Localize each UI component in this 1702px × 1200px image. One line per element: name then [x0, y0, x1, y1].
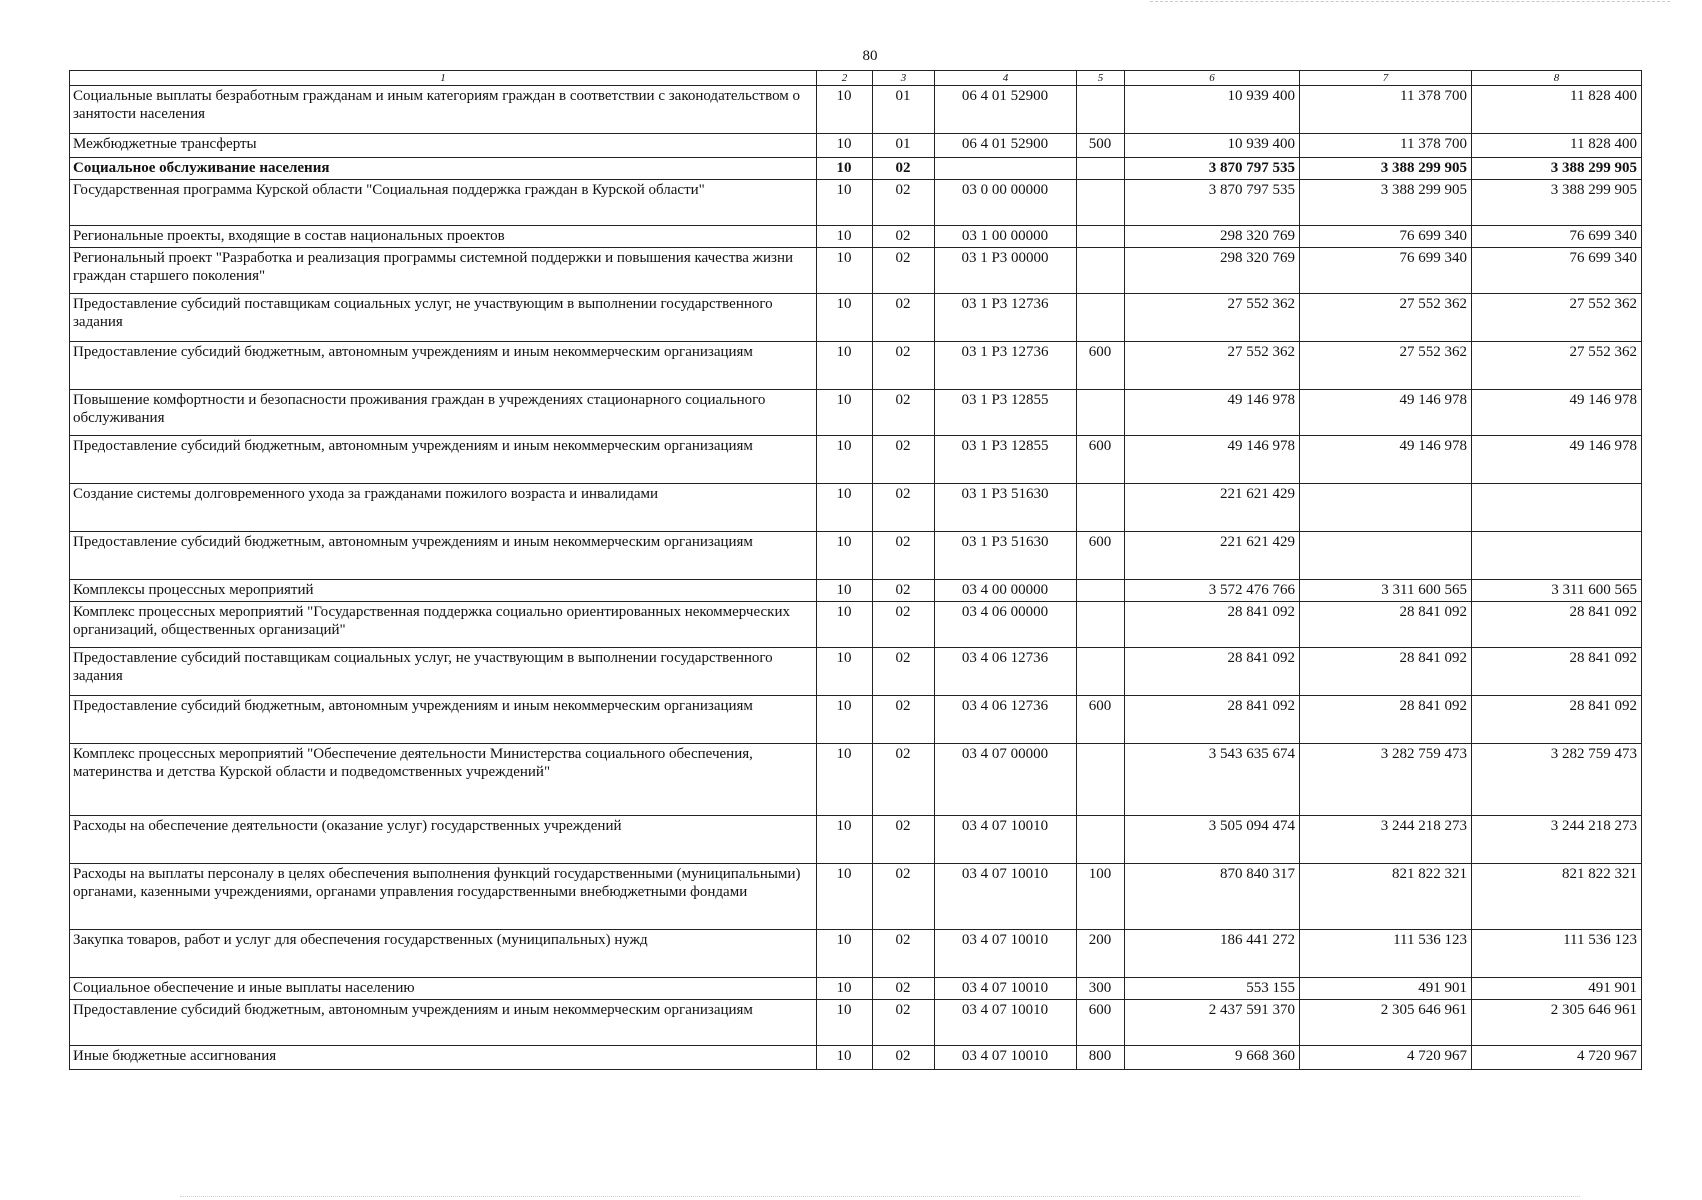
amount-col6: 3 870 797 535: [1125, 158, 1300, 180]
amount-col8: 28 841 092: [1472, 648, 1642, 696]
amount-col6: 221 621 429: [1125, 484, 1300, 532]
amount-col7: 111 536 123: [1300, 930, 1472, 978]
column-header: 7: [1300, 71, 1472, 86]
section-code: 10: [817, 744, 873, 816]
subsection-code: 02: [873, 1000, 935, 1046]
table-row: [70, 180, 1642, 226]
amount-col6: 27 552 362: [1125, 342, 1300, 390]
target-article-code: 03 4 07 10010: [935, 1046, 1077, 1070]
amount-col7: 28 841 092: [1300, 696, 1472, 744]
row-name: Социальное обслуживание населения: [70, 158, 817, 180]
table-row: [70, 294, 1642, 342]
table-row: [70, 648, 1642, 696]
section-code: 10: [817, 180, 873, 226]
row-name: Предоставление субсидий бюджетным, автономным учреждениям и иным некоммерческим организациям: [70, 696, 817, 744]
section-code: 10: [817, 484, 873, 532]
section-code: 10: [817, 978, 873, 1000]
amount-col7: 3 311 600 565: [1300, 580, 1472, 602]
table-row: [70, 86, 1642, 134]
amount-col7: 821 822 321: [1300, 864, 1472, 930]
amount-col6: 9 668 360: [1125, 1046, 1300, 1070]
row-name: Региональный проект "Разработка и реализация программы системной поддержки и повышения качества жизни граждан старшего поколения": [70, 248, 817, 294]
amount-col8: 4 720 967: [1472, 1046, 1642, 1070]
amount-col7: 27 552 362: [1300, 294, 1472, 342]
row-name: Комплексы процессных мероприятий: [70, 580, 817, 602]
section-code: 10: [817, 648, 873, 696]
row-name: Расходы на обеспечение деятельности (оказание услуг) государственных учреждений: [70, 816, 817, 864]
section-code: 10: [817, 532, 873, 580]
column-header: 4: [935, 71, 1077, 86]
target-article-code: 03 4 07 10010: [935, 930, 1077, 978]
amount-col8: 28 841 092: [1472, 696, 1642, 744]
row-name: Иные бюджетные ассигнования: [70, 1046, 817, 1070]
target-article-code: 03 4 06 12736: [935, 648, 1077, 696]
amount-col8: 27 552 362: [1472, 342, 1642, 390]
amount-col8: 3 388 299 905: [1472, 180, 1642, 226]
table-row: [70, 484, 1642, 532]
section-code: 10: [817, 158, 873, 180]
amount-col8: [1472, 532, 1642, 580]
expense-type-code: [1077, 744, 1125, 816]
amount-col6: 298 320 769: [1125, 248, 1300, 294]
expense-type-code: 500: [1077, 134, 1125, 158]
target-article-code: 03 1 P3 51630: [935, 532, 1077, 580]
target-article-code: [935, 158, 1077, 180]
section-code: 10: [817, 696, 873, 744]
subsection-code: 02: [873, 342, 935, 390]
expense-type-code: [1077, 248, 1125, 294]
table-row: [70, 226, 1642, 248]
row-name: Предоставление субсидий бюджетным, автономным учреждениям и иным некоммерческим организациям: [70, 532, 817, 580]
section-code: 10: [817, 864, 873, 930]
expense-type-code: [1077, 484, 1125, 532]
amount-col7: 2 305 646 961: [1300, 1000, 1472, 1046]
amount-col6: 49 146 978: [1125, 390, 1300, 436]
scan-edge-line-top: [1150, 1, 1670, 2]
target-article-code: 03 4 06 12736: [935, 696, 1077, 744]
amount-col6: 298 320 769: [1125, 226, 1300, 248]
amount-col8: 27 552 362: [1472, 294, 1642, 342]
amount-col7: 11 378 700: [1300, 134, 1472, 158]
amount-col7: 28 841 092: [1300, 602, 1472, 648]
section-code: 10: [817, 930, 873, 978]
row-name: Предоставление субсидий бюджетным, автономным учреждениям и иным некоммерческим организациям: [70, 436, 817, 484]
table-row: [70, 696, 1642, 744]
column-header-row: [70, 71, 1642, 86]
table-row: [70, 390, 1642, 436]
expense-type-code: [1077, 180, 1125, 226]
column-header: 3: [873, 71, 935, 86]
subsection-code: 02: [873, 484, 935, 532]
subsection-code: 02: [873, 864, 935, 930]
section-code: 10: [817, 134, 873, 158]
amount-col7: 49 146 978: [1300, 390, 1472, 436]
target-article-code: 03 1 P3 51630: [935, 484, 1077, 532]
amount-col6: 3 572 476 766: [1125, 580, 1300, 602]
column-header: 2: [817, 71, 873, 86]
table-row: [70, 248, 1642, 294]
amount-col7: [1300, 484, 1472, 532]
amount-col6: 28 841 092: [1125, 696, 1300, 744]
subsection-code: 02: [873, 602, 935, 648]
subsection-code: 01: [873, 86, 935, 134]
amount-col6: 3 870 797 535: [1125, 180, 1300, 226]
subsection-code: 02: [873, 294, 935, 342]
subsection-code: 02: [873, 648, 935, 696]
table-row: [70, 978, 1642, 1000]
amount-col8: 11 828 400: [1472, 134, 1642, 158]
table-row: [70, 1046, 1642, 1070]
target-article-code: 03 1 P3 00000: [935, 248, 1077, 294]
table-row: [70, 1000, 1642, 1046]
amount-col6: 3 543 635 674: [1125, 744, 1300, 816]
row-name: Комплекс процессных мероприятий "Обеспечение деятельности Министерства социального обеспечения, материнства и детства Курской области и подведомственных учреждений": [70, 744, 817, 816]
amount-col8: 11 828 400: [1472, 86, 1642, 134]
amount-col7: 11 378 700: [1300, 86, 1472, 134]
row-name: Социальное обеспечение и иные выплаты населению: [70, 978, 817, 1000]
expense-type-code: [1077, 294, 1125, 342]
amount-col8: 49 146 978: [1472, 390, 1642, 436]
target-article-code: 03 4 06 00000: [935, 602, 1077, 648]
expense-type-code: [1077, 158, 1125, 180]
table-body: [70, 86, 1642, 1070]
amount-col8: 821 822 321: [1472, 864, 1642, 930]
subsection-code: 01: [873, 134, 935, 158]
amount-col8: 3 311 600 565: [1472, 580, 1642, 602]
amount-col7: 3 282 759 473: [1300, 744, 1472, 816]
table-row: [70, 134, 1642, 158]
amount-col6: 221 621 429: [1125, 532, 1300, 580]
target-article-code: 03 1 P3 12736: [935, 294, 1077, 342]
expense-type-code: [1077, 816, 1125, 864]
table-row: [70, 436, 1642, 484]
target-article-code: 03 4 00 00000: [935, 580, 1077, 602]
section-code: 10: [817, 1000, 873, 1046]
amount-col7: 3 244 218 273: [1300, 816, 1472, 864]
amount-col7: 491 901: [1300, 978, 1472, 1000]
section-code: 10: [817, 390, 873, 436]
amount-col7: 3 388 299 905: [1300, 158, 1472, 180]
table-row: [70, 602, 1642, 648]
row-name: Расходы на выплаты персоналу в целях обеспечения выполнения функций государственными (муниципальными) органами, казенными учреждениями, органами управления государственными внебюджетными фондами: [70, 864, 817, 930]
table-row: [70, 816, 1642, 864]
amount-col8: 491 901: [1472, 978, 1642, 1000]
amount-col7: 3 388 299 905: [1300, 180, 1472, 226]
amount-col8: 3 244 218 273: [1472, 816, 1642, 864]
target-article-code: 03 1 00 00000: [935, 226, 1077, 248]
amount-col6: 49 146 978: [1125, 436, 1300, 484]
subsection-code: 02: [873, 930, 935, 978]
amount-col6: 10 939 400: [1125, 86, 1300, 134]
expense-type-code: 600: [1077, 532, 1125, 580]
amount-col6: 28 841 092: [1125, 602, 1300, 648]
amount-col8: 49 146 978: [1472, 436, 1642, 484]
column-header: 8: [1472, 71, 1642, 86]
table-row: [70, 864, 1642, 930]
subsection-code: 02: [873, 696, 935, 744]
amount-col8: 3 388 299 905: [1472, 158, 1642, 180]
amount-col6: 553 155: [1125, 978, 1300, 1000]
table-row: [70, 930, 1642, 978]
section-code: 10: [817, 602, 873, 648]
row-name: Повышение комфортности и безопасности проживания граждан в учреждениях стационарного социального обслуживания: [70, 390, 817, 436]
target-article-code: 06 4 01 52900: [935, 86, 1077, 134]
amount-col7: [1300, 532, 1472, 580]
amount-col6: 27 552 362: [1125, 294, 1300, 342]
amount-col6: 2 437 591 370: [1125, 1000, 1300, 1046]
column-header: 6: [1125, 71, 1300, 86]
amount-col7: 27 552 362: [1300, 342, 1472, 390]
expense-type-code: [1077, 602, 1125, 648]
subsection-code: 02: [873, 580, 935, 602]
amount-col6: 28 841 092: [1125, 648, 1300, 696]
row-name: Государственная программа Курской области "Социальная поддержка граждан в Курской области": [70, 180, 817, 226]
amount-col6: 186 441 272: [1125, 930, 1300, 978]
expense-type-code: 300: [1077, 978, 1125, 1000]
section-code: 10: [817, 1046, 873, 1070]
section-code: 10: [817, 816, 873, 864]
amount-col6: 870 840 317: [1125, 864, 1300, 930]
expense-type-code: [1077, 390, 1125, 436]
column-header: 1: [70, 71, 817, 86]
table-row: [70, 532, 1642, 580]
scan-edge-line-bottom: [180, 1196, 1580, 1197]
expense-type-code: 600: [1077, 696, 1125, 744]
amount-col8: [1472, 484, 1642, 532]
column-header: 5: [1077, 71, 1125, 86]
amount-col6: 10 939 400: [1125, 134, 1300, 158]
amount-col7: 76 699 340: [1300, 226, 1472, 248]
row-name: Закупка товаров, работ и услуг для обеспечения государственных (муниципальных) нужд: [70, 930, 817, 978]
row-name: Предоставление субсидий поставщикам социальных услуг, не участвующим в выполнении государственного задания: [70, 294, 817, 342]
row-name: Предоставление субсидий бюджетным, автономным учреждениям и иным некоммерческим организациям: [70, 1000, 817, 1046]
target-article-code: 03 1 P3 12855: [935, 390, 1077, 436]
row-name: Предоставление субсидий бюджетным, автономным учреждениям и иным некоммерческим организациям: [70, 342, 817, 390]
expense-type-code: 100: [1077, 864, 1125, 930]
expense-type-code: 600: [1077, 342, 1125, 390]
page-number: 80: [862, 48, 878, 64]
row-name: Социальные выплаты безработным гражданам и иным категориям граждан в соответствии с законодательством о занятости населения: [70, 86, 817, 134]
target-article-code: 03 4 07 10010: [935, 978, 1077, 1000]
table-row: [70, 158, 1642, 180]
subsection-code: 02: [873, 436, 935, 484]
expense-type-code: 600: [1077, 1000, 1125, 1046]
amount-col8: 76 699 340: [1472, 226, 1642, 248]
amount-col8: 2 305 646 961: [1472, 1000, 1642, 1046]
row-name: Создание системы долговременного ухода за гражданами пожилого возраста и инвалидами: [70, 484, 817, 532]
target-article-code: 06 4 01 52900: [935, 134, 1077, 158]
subsection-code: 02: [873, 532, 935, 580]
table-row: [70, 342, 1642, 390]
subsection-code: 02: [873, 390, 935, 436]
section-code: 10: [817, 436, 873, 484]
expense-type-code: 600: [1077, 436, 1125, 484]
amount-col8: 3 282 759 473: [1472, 744, 1642, 816]
amount-col8: 76 699 340: [1472, 248, 1642, 294]
subsection-code: 02: [873, 248, 935, 294]
budget-table: [69, 70, 1642, 1070]
amount-col8: 111 536 123: [1472, 930, 1642, 978]
expense-type-code: 800: [1077, 1046, 1125, 1070]
section-code: 10: [817, 248, 873, 294]
row-name: Региональные проекты, входящие в состав национальных проектов: [70, 226, 817, 248]
subsection-code: 02: [873, 1046, 935, 1070]
row-name: Межбюджетные трансферты: [70, 134, 817, 158]
section-code: 10: [817, 342, 873, 390]
amount-col7: 49 146 978: [1300, 436, 1472, 484]
target-article-code: 03 1 P3 12855: [935, 436, 1077, 484]
subsection-code: 02: [873, 180, 935, 226]
expense-type-code: [1077, 86, 1125, 134]
table-row: [70, 580, 1642, 602]
row-name: Предоставление субсидий поставщикам социальных услуг, не участвующим в выполнении государственного задания: [70, 648, 817, 696]
section-code: 10: [817, 580, 873, 602]
expense-type-code: [1077, 580, 1125, 602]
section-code: 10: [817, 294, 873, 342]
amount-col8: 28 841 092: [1472, 602, 1642, 648]
target-article-code: 03 1 P3 12736: [935, 342, 1077, 390]
expense-type-code: 200: [1077, 930, 1125, 978]
expense-type-code: [1077, 226, 1125, 248]
section-code: 10: [817, 226, 873, 248]
target-article-code: 03 4 07 00000: [935, 744, 1077, 816]
amount-col7: 76 699 340: [1300, 248, 1472, 294]
target-article-code: 03 4 07 10010: [935, 864, 1077, 930]
subsection-code: 02: [873, 226, 935, 248]
amount-col6: 3 505 094 474: [1125, 816, 1300, 864]
section-code: 10: [817, 86, 873, 134]
amount-col7: 4 720 967: [1300, 1046, 1472, 1070]
row-name: Комплекс процессных мероприятий "Государственная поддержка социально ориентированных некоммерческих организаций, общественных организаций": [70, 602, 817, 648]
table-row: [70, 744, 1642, 816]
target-article-code: 03 4 07 10010: [935, 816, 1077, 864]
expense-type-code: [1077, 648, 1125, 696]
amount-col7: 28 841 092: [1300, 648, 1472, 696]
subsection-code: 02: [873, 978, 935, 1000]
target-article-code: 03 0 00 00000: [935, 180, 1077, 226]
target-article-code: 03 4 07 10010: [935, 1000, 1077, 1046]
subsection-code: 02: [873, 158, 935, 180]
subsection-code: 02: [873, 816, 935, 864]
subsection-code: 02: [873, 744, 935, 816]
